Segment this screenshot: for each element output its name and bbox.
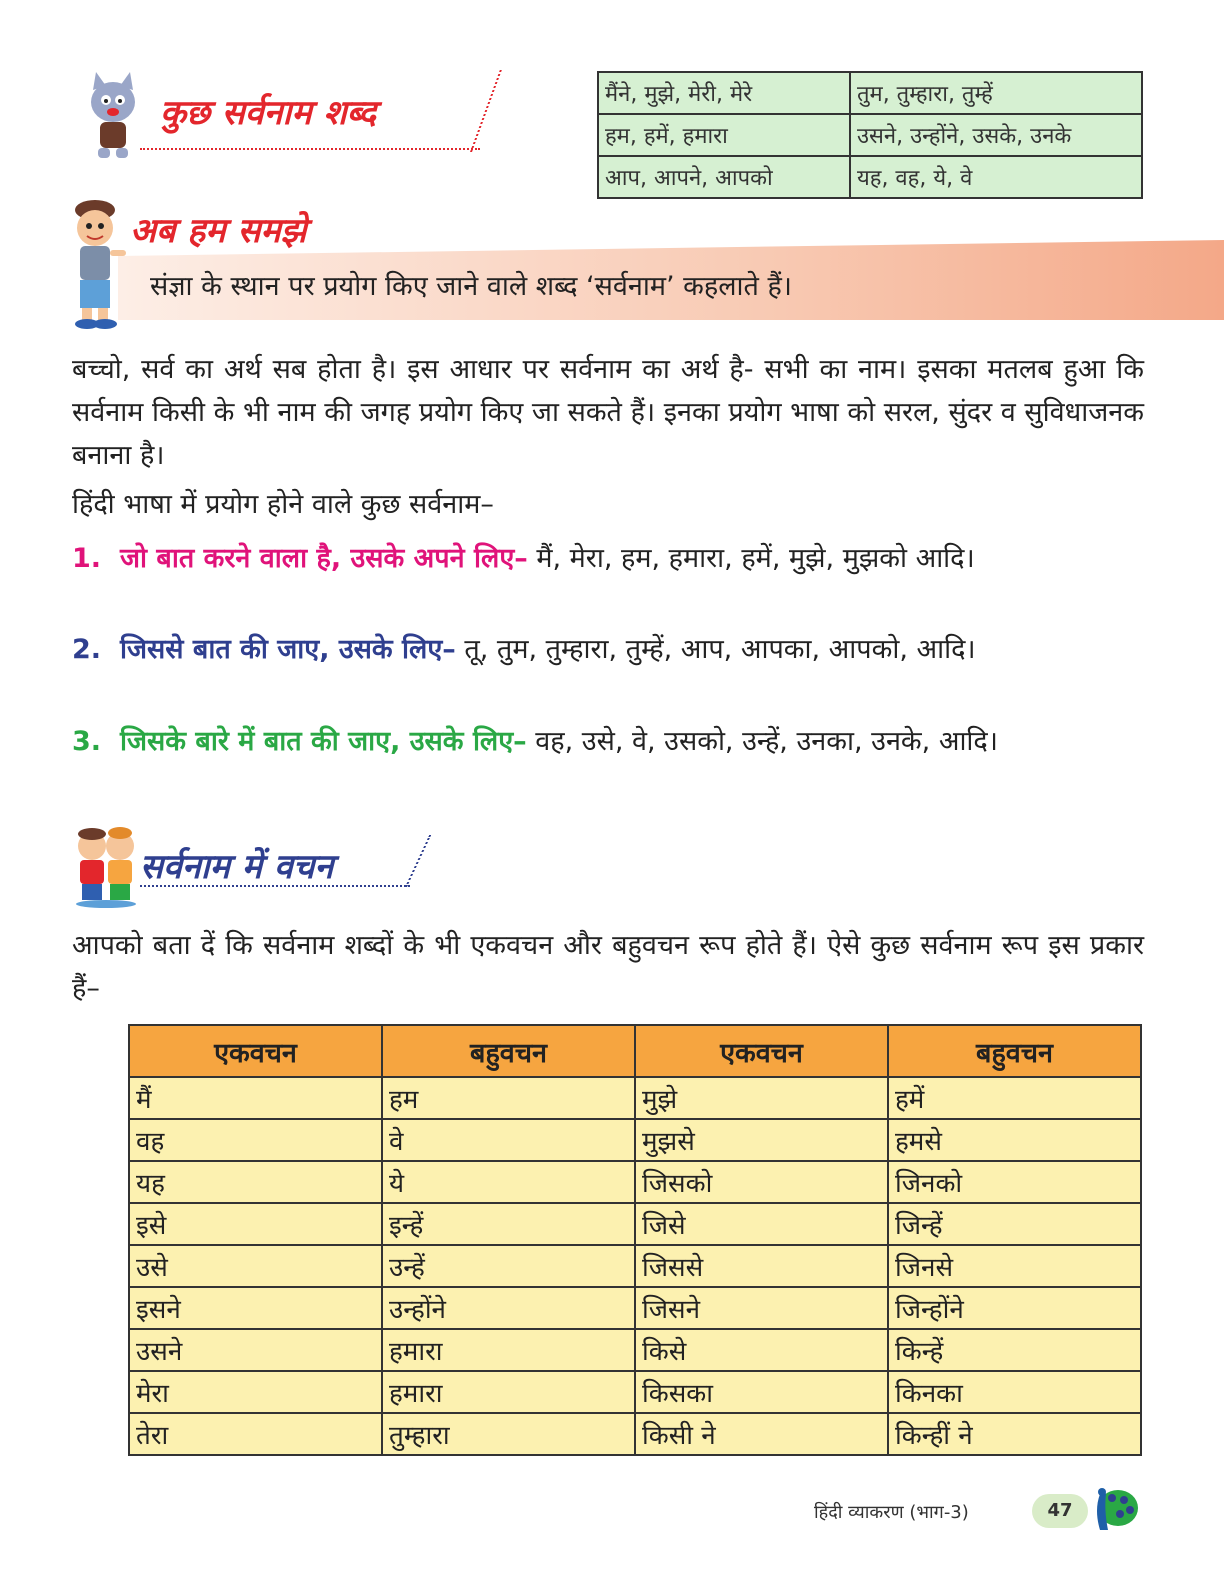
table-cell: किन्हीं ने xyxy=(888,1413,1141,1455)
table-row xyxy=(598,72,1142,114)
table-cell: किसे xyxy=(635,1329,888,1371)
table-header-row xyxy=(129,1025,1141,1077)
table-cell: हमसे xyxy=(888,1119,1141,1161)
table-row xyxy=(129,1287,1141,1329)
list-number: 1. xyxy=(72,543,102,574)
section-title-divider xyxy=(405,835,433,887)
page-number: 47 xyxy=(1032,1494,1088,1528)
table-cell: यह xyxy=(129,1161,382,1203)
list-heading: जिससे बात की जाए, उसके लिए– xyxy=(120,634,456,665)
table-cell: जिसने xyxy=(635,1287,888,1329)
column-header: बहुवचन xyxy=(888,1025,1141,1077)
list-heading: जो बात करने वाला है, उसके अपने लिए– xyxy=(120,543,528,574)
list-examples: मैं, मेरा, हम, हमारा, हमें, मुझे, मुझको आदि। xyxy=(527,543,975,574)
table-row xyxy=(129,1329,1141,1371)
section-title-now-we-understand: अब हम समझे xyxy=(130,211,307,251)
table-cell: मुझसे xyxy=(635,1119,888,1161)
column-header: एकवचन xyxy=(129,1025,382,1077)
table-cell: उन्हें xyxy=(382,1245,635,1287)
table-cell: तुम्हारा xyxy=(382,1413,635,1455)
list-heading: जिसके बारे में बात की जाए, उसके लिए– xyxy=(120,726,527,757)
two-kids-illustration xyxy=(70,824,142,908)
table-cell: हमारा xyxy=(382,1371,635,1413)
table-cell: इन्हें xyxy=(382,1203,635,1245)
pronoun-words-table xyxy=(597,71,1143,199)
table-cell: वह xyxy=(129,1119,382,1161)
singular-plural-table xyxy=(128,1024,1142,1456)
section-title-pronoun-number: सर्वनाम में वचन xyxy=(140,847,334,887)
table-cell: मुझे xyxy=(635,1077,888,1119)
table-cell: उसने, उन्होंने, उसके, उनके xyxy=(850,114,1142,156)
table-cell: किसका xyxy=(635,1371,888,1413)
book-title: हिंदी व्याकरण (भाग-3) xyxy=(814,1502,969,1523)
column-header: एकवचन xyxy=(635,1025,888,1077)
section-title-underline xyxy=(140,885,410,887)
list-number: 3. xyxy=(72,726,102,757)
table-cell: उन्होंने xyxy=(382,1287,635,1329)
table-row xyxy=(129,1077,1141,1119)
table-row xyxy=(129,1203,1141,1245)
intro-paragraph: बच्चो, सर्व का अर्थ सब होता है। इस आधार पर सर्वनाम का अर्थ है- सभी का नाम। इसका मतलब हुआ कि सर्वनाम किसी के भी नाम की जगह प्रयोग किए जा सकते हैं। इनका प्रयोग भाषा को सरल, सुंदर व सुविधाजनक बनाना है। xyxy=(72,354,1144,471)
table-cell: उसने xyxy=(129,1329,382,1371)
table-cell: जिससे xyxy=(635,1245,888,1287)
table-cell: तेरा xyxy=(129,1413,382,1455)
table-row xyxy=(129,1161,1141,1203)
table-row xyxy=(129,1371,1141,1413)
table-row xyxy=(129,1119,1141,1161)
column-header: बहुवचन xyxy=(382,1025,635,1077)
table-cell: जिन्हें xyxy=(888,1203,1141,1245)
table-row xyxy=(598,114,1142,156)
table-cell: तुम, तुम्हारा, तुम्हें xyxy=(850,72,1142,114)
table-cell: यह, वह, ये, वे xyxy=(850,156,1142,198)
table-cell: जिन्होंने xyxy=(888,1287,1141,1329)
table-cell: जिनको xyxy=(888,1161,1141,1203)
table-cell: हम xyxy=(382,1077,635,1119)
number-intro-paragraph: आपको बता दें कि सर्वनाम शब्दों के भी एकवचन और बहुवचन रूप होते हैं। ऐसे कुछ सर्वनाम रूप इस प्रकार हैं– xyxy=(72,930,1144,1004)
table-cell: हमें xyxy=(888,1077,1141,1119)
table-cell: किन्हें xyxy=(888,1329,1141,1371)
table-cell: इसने xyxy=(129,1287,382,1329)
table-row xyxy=(129,1413,1141,1455)
table-cell: मेरा xyxy=(129,1371,382,1413)
list-item xyxy=(72,537,1144,580)
cat-mascot-illustration xyxy=(78,72,148,162)
table-cell: हम, हमें, हमारा xyxy=(598,114,850,156)
table-cell: जिसे xyxy=(635,1203,888,1245)
list-item xyxy=(72,720,1144,763)
table-cell: किसी ने xyxy=(635,1413,888,1455)
table-cell: किनका xyxy=(888,1371,1141,1413)
section-title-underline xyxy=(140,148,480,150)
table-cell: आप, आपने, आपको xyxy=(598,156,850,198)
list-intro: हिंदी भाषा में प्रयोग होने वाले कुछ सर्वनाम– xyxy=(72,489,494,520)
table-cell: वे xyxy=(382,1119,635,1161)
table-cell: जिसको xyxy=(635,1161,888,1203)
table-cell: इसे xyxy=(129,1203,382,1245)
boy-mascot-illustration xyxy=(60,196,130,331)
table-cell: उसे xyxy=(129,1245,382,1287)
table-row xyxy=(129,1245,1141,1287)
table-cell: हमारा xyxy=(382,1329,635,1371)
table-cell: मैं xyxy=(129,1077,382,1119)
section-title-divider xyxy=(470,70,504,152)
list-examples: वह, उसे, वे, उसको, उन्हें, उनका, उनके, आदि। xyxy=(526,726,998,757)
pronoun-definition: संज्ञा के स्थान पर प्रयोग किए जाने वाले शब्द ‘सर्वनाम’ कहलाते हैं। xyxy=(150,271,793,302)
section-title-some-pronouns: कुछ सर्वनाम शब्द xyxy=(160,93,377,133)
table-cell: ये xyxy=(382,1161,635,1203)
list-item xyxy=(72,628,1144,671)
list-number: 2. xyxy=(72,634,102,665)
list-examples: तू, तुम, तुम्हारा, तुम्हें, आप, आपका, आपको, आदि। xyxy=(455,634,976,665)
peacock-icon xyxy=(1080,1480,1140,1536)
table-cell: मैंने, मुझे, मेरी, मेरे xyxy=(598,72,850,114)
table-row xyxy=(598,156,1142,198)
table-cell: जिनसे xyxy=(888,1245,1141,1287)
